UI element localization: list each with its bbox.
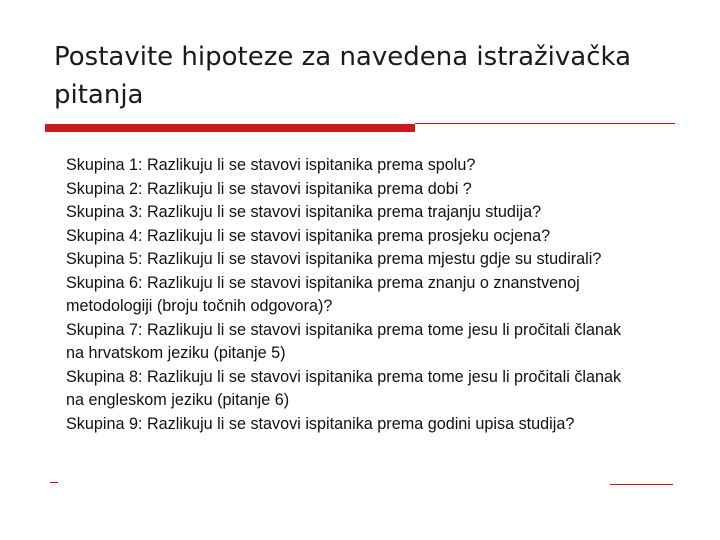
question-item-8: Skupina 8: Razlikuju li se stavovi ispitanika prema tome jesu li pročitali članak na engleskom jeziku (pitanje 6) <box>66 367 622 409</box>
slide-title: Postavite hipoteze za navedena istraživačka pitanja <box>54 42 632 110</box>
title-underline-thin <box>415 123 675 124</box>
question-item-9: Skupina 9: Razlikuju li se stavovi ispitanika prema godini upisa studija? <box>66 414 575 433</box>
footer-rule-right <box>610 484 673 485</box>
question-item-3: Skupina 3: Razlikuju li se stavovi ispitanika prema trajanju studija? <box>66 203 542 221</box>
question-item-2: Skupina 2: Razlikuju li se stavovi ispitanika prema dobi ? <box>66 179 472 198</box>
question-item-6: Skupina 6: Razlikuju li se stavovi ispitanika prema znanju o znanstvenoj metodologiji (broju točnih odgovora)? <box>66 273 580 315</box>
question-item-4: Skupina 4: Razlikuju li se stavovi ispitanika prema prosjeku ocjena? <box>66 226 551 245</box>
question-item-7: Skupina 7: Razlikuju li se stavovi ispitanika prema tome jesu li pročitali članak na hrvatskom jeziku (pitanje 5) <box>66 320 622 362</box>
question-list <box>66 154 626 436</box>
question-item-1: Skupina 1: Razlikuju li se stavovi ispitanika prema spolu? <box>66 156 476 174</box>
title-underline-thick <box>45 124 415 132</box>
question-item-5: Skupina 5: Razlikuju li se stavovi ispitanika prema mjestu gdje su studirali? <box>66 250 602 268</box>
footer-rule-left <box>50 482 58 483</box>
